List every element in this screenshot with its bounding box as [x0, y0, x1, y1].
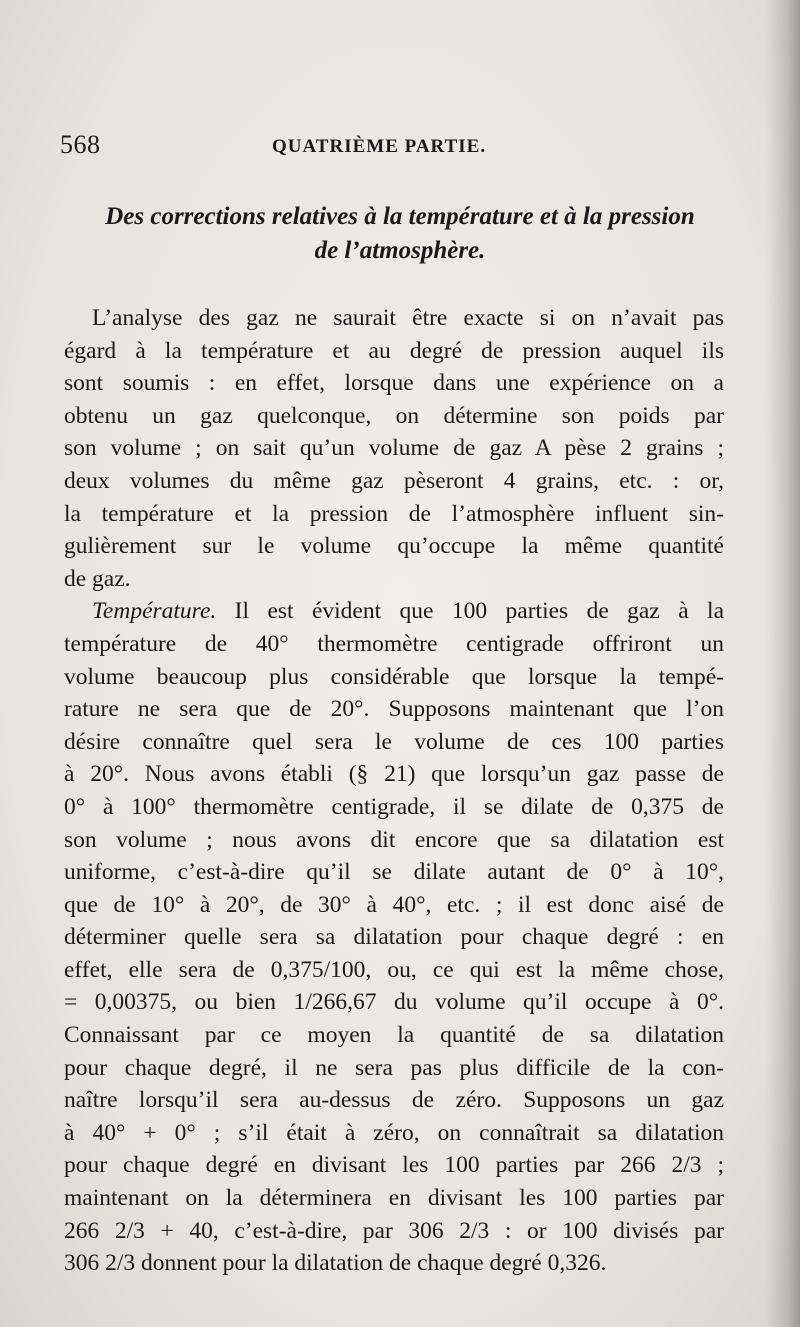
text-line: maintenant on la déterminera en divisant les 100 parties par [64, 1185, 724, 1212]
text-line: gulièrement sur le volume qu’occupe la même quantité [64, 533, 724, 560]
paragraph-2-first-line [64, 595, 724, 628]
paragraph-lead: Température. [92, 598, 217, 625]
text-line: volume beaucoup plus considérable que lorsque la tempé- [64, 663, 724, 690]
text-line: de gaz. [64, 565, 131, 592]
text-line: la température et la pression de l’atmosphère influent sin- [64, 500, 724, 527]
text-line: que de 10° à 20°, de 30° à 40°, etc. ; il est donc aisé de [64, 891, 724, 918]
section-title-line-1: Des corrections relatives à la température et à la pression [105, 203, 695, 230]
running-head: QUATRIÈME PARTIE. [272, 136, 487, 157]
text-line: uniforme, c’est-à-dire qu’il se dilate autant de 0° à 10°, [64, 859, 724, 886]
page-header [60, 130, 740, 166]
text-line: pour chaque degré, il ne sera pas plus difficile de la con- [64, 1054, 724, 1081]
page-number: 568 [60, 130, 101, 159]
text-line: son volume ; on sait qu’un volume de gaz A pèse 2 grains ; [64, 435, 724, 462]
text-line: 306 2/3 donnent pour la dilatation de chaque degré 0,326. [64, 1250, 607, 1277]
section-title [60, 200, 740, 268]
text-line: sont soumis : en effet, lorsque dans une expérience on a [64, 370, 724, 397]
text-line: Connaissant par ce moyen la quantité de sa dilatation [64, 1022, 724, 1049]
text-line: L’analyse des gaz ne saurait être exacte si on n’avait pas [92, 305, 724, 331]
text-line: déterminer quelle sera sa dilatation pour chaque degré : en [64, 924, 724, 951]
text-line: désire connaître quel sera le volume de ces 100 parties [64, 728, 724, 755]
text-line: = 0,00375, ou bien 1/266,67 du volume qu’il occupe à 0°. [64, 989, 724, 1016]
text-line: rature ne sera que de 20°. Supposons maintenant que l’on [64, 696, 724, 723]
section-title-line-2: de l’atmosphère. [314, 237, 486, 264]
text-line: 266 2/3 + 40, c’est-à-dire, par 306 2/3 : or 100 divisés par [64, 1217, 724, 1244]
text-line: son volume ; nous avons dit encore que sa dilatation est [64, 826, 724, 853]
text-line: à 40° + 0° ; s’il était à zéro, on connaîtrait sa dilatation [64, 1119, 724, 1146]
text-line: obtenu un gaz quelconque, on détermine son poids par [64, 402, 724, 429]
text-line: égard à la température et au degré de pression auquel ils [64, 337, 724, 364]
text-line: effet, elle sera de 0,375/100, ou, ce qui est la même chose, [64, 956, 724, 983]
page-edge-shadow [766, 0, 800, 1327]
body-text [64, 302, 724, 1280]
text-line: pour chaque degré en divisant les 100 parties par 266 2/3 ; [64, 1152, 724, 1179]
text-line: deux volumes du même gaz pèseront 4 grains, etc. : or, [64, 467, 724, 494]
text-line: naître lorsqu’il sera au-dessus de zéro. Supposons un gaz [64, 1087, 724, 1114]
text-line: 0° à 100° thermomètre centigrade, il se dilate de 0,375 de [64, 793, 724, 820]
text-line: à 20°. Nous avons établi (§ 21) que lorsqu’un gaz passe de [64, 761, 724, 788]
text-line: température de 40° thermomètre centigrade offriront un [64, 630, 724, 657]
paragraph-2-first-line-text: Il est évident que 100 parties de gaz à la [234, 598, 725, 625]
